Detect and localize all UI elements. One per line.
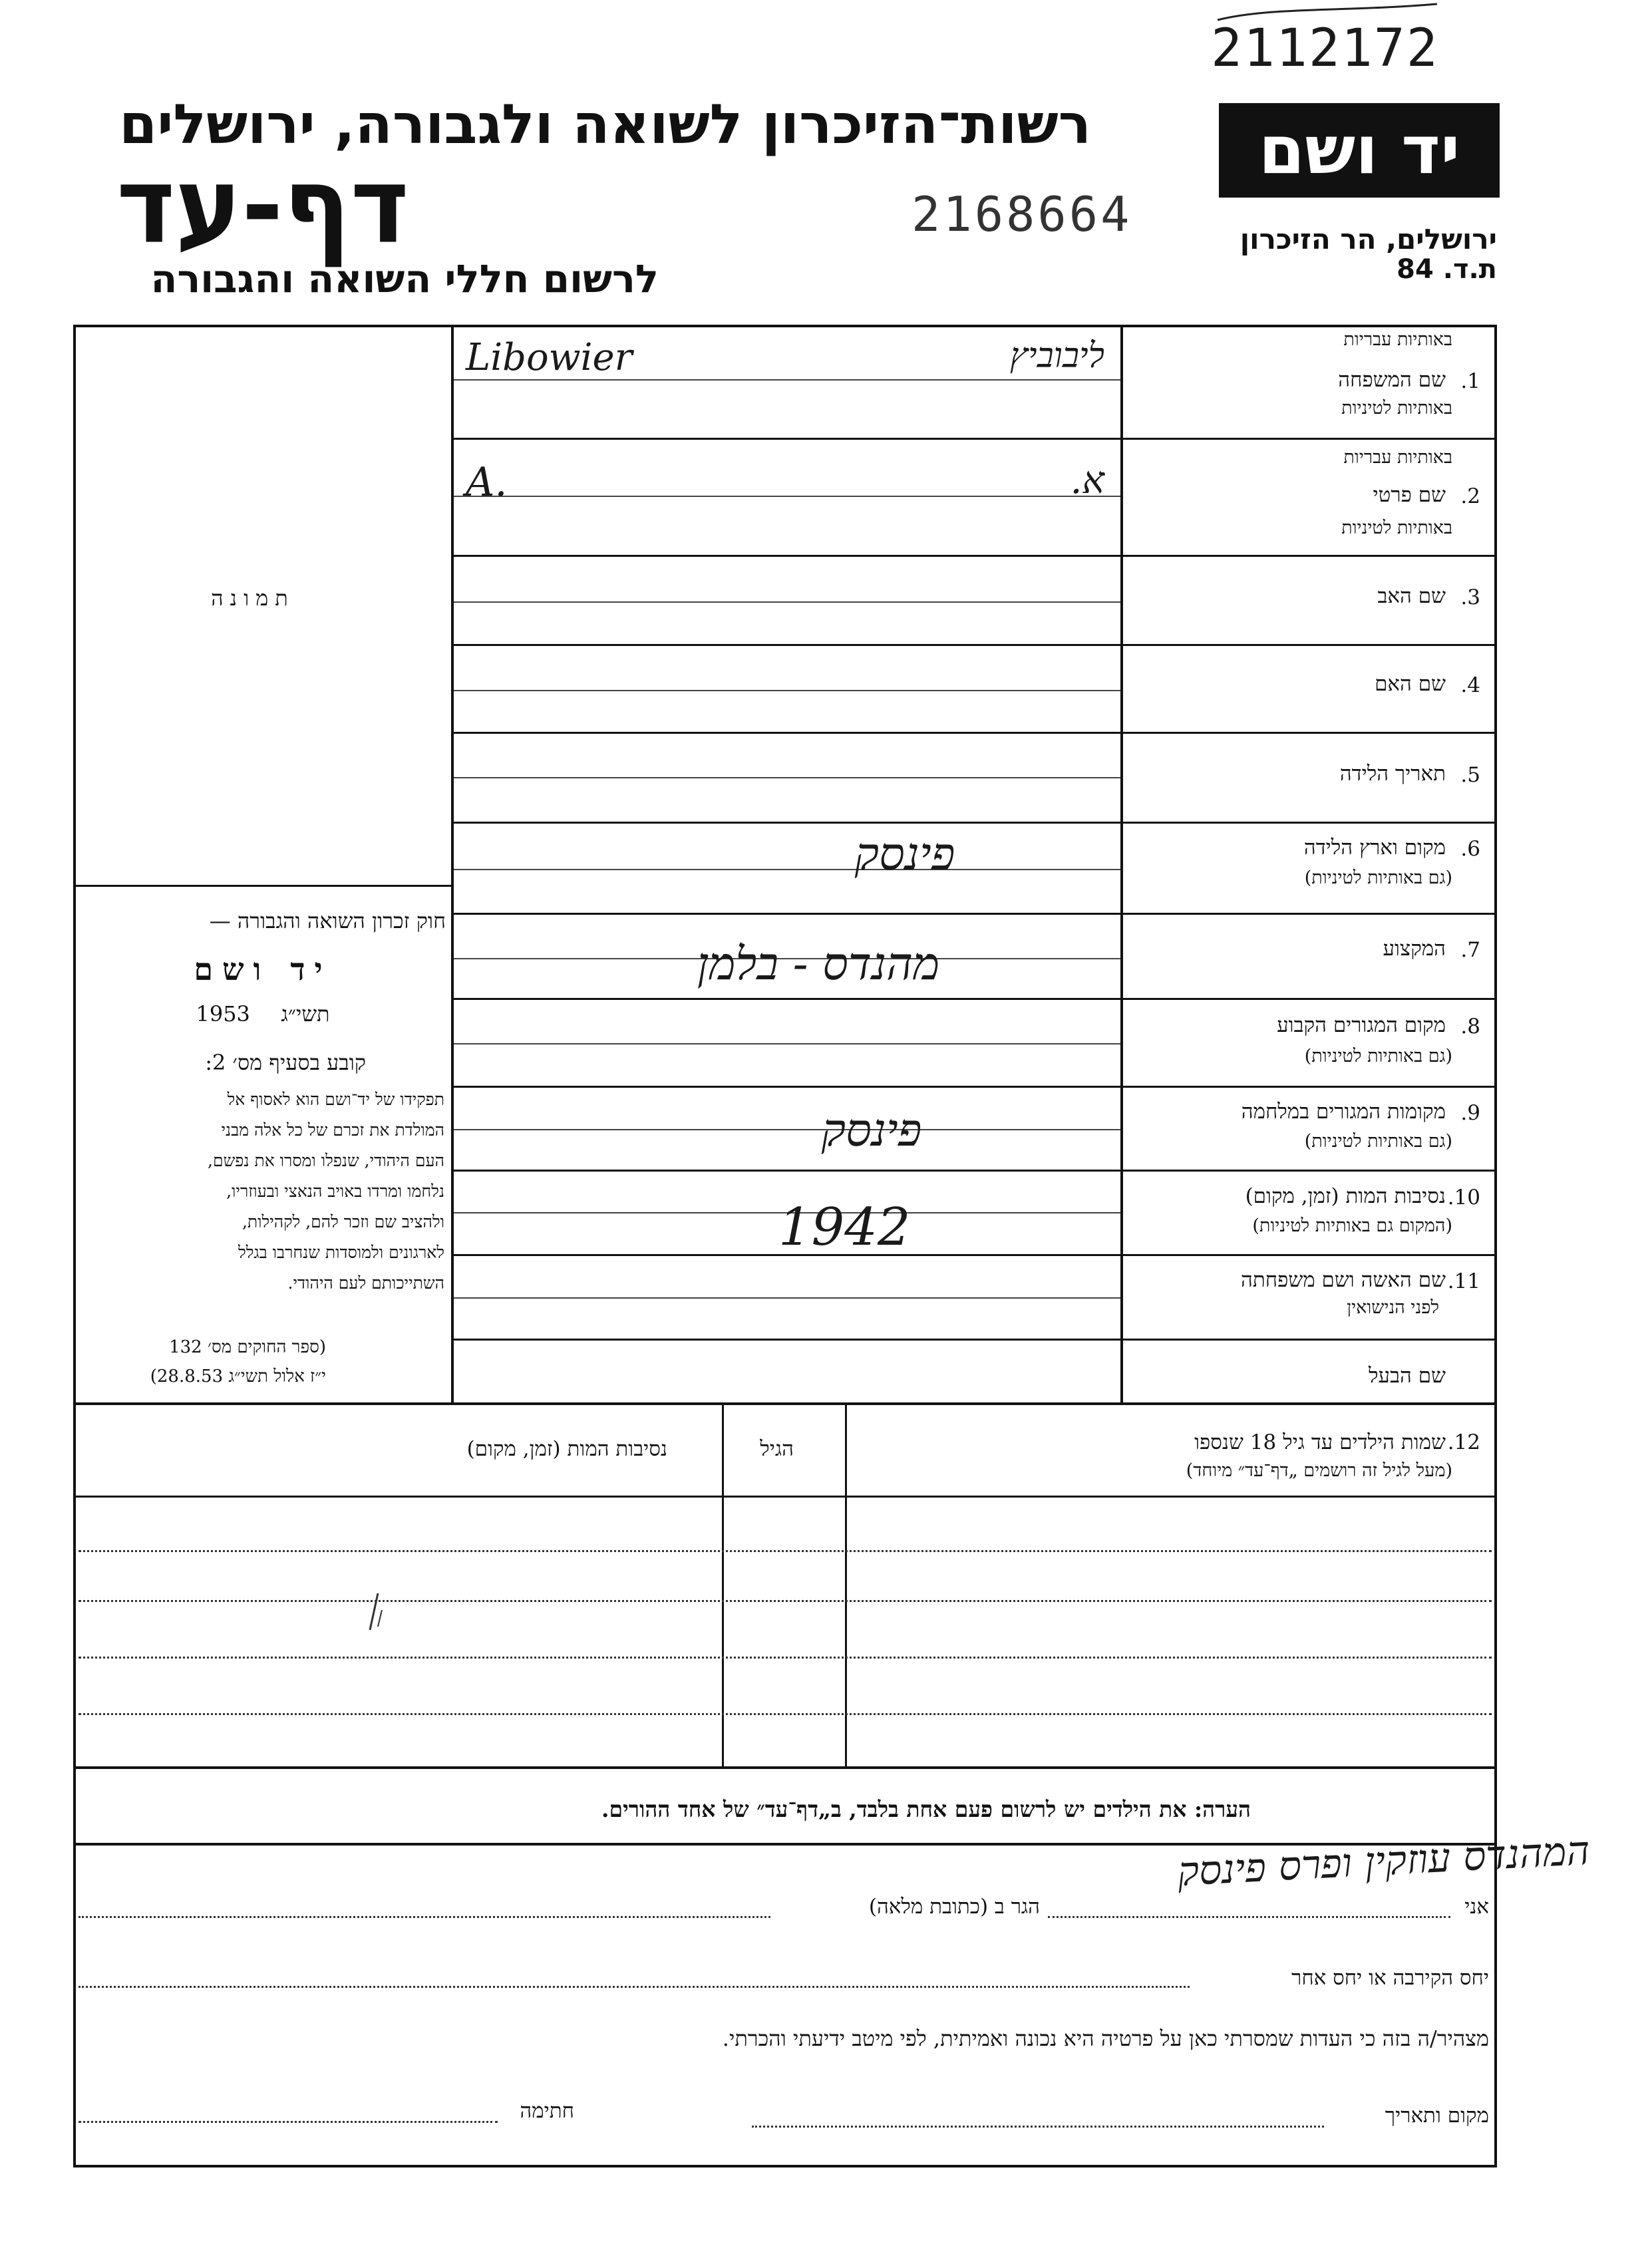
field-3-label: שם האב [1377, 584, 1446, 608]
row-divider [454, 998, 1497, 1000]
law-clause: קובע בסעיף מס׳ 2: [205, 1050, 366, 1075]
field-11-label: שם האשה ושם משפחתה [1241, 1268, 1446, 1292]
field-9-label: מקומות המגורים במלחמה [1241, 1100, 1446, 1124]
field-9-number: 9. [1460, 1101, 1480, 1125]
field-5-number: 5. [1460, 763, 1480, 787]
field-6-label: מקום וארץ הלידה [1303, 836, 1446, 860]
value-line [454, 1297, 1120, 1299]
children-number: 12. [1447, 1430, 1480, 1454]
value-line [454, 601, 1120, 603]
field-10-sub: (המקום גם באותיות לטיניות) [1252, 1215, 1452, 1236]
law-text-line: העם היהודי, שנפלו ומסרו את נפשם, [208, 1151, 444, 1170]
row-divider [73, 1402, 1497, 1405]
field-2-top-sub: באותיות עבריות [1343, 447, 1452, 468]
address-pobox: ת.ד. 84 [1397, 254, 1497, 285]
value-line [454, 777, 1120, 778]
field-1-top-sub: באותיות עבריות [1343, 329, 1452, 350]
yad-vashem-logo [1219, 103, 1500, 198]
row-divider [454, 1086, 1497, 1088]
field-9-sub: (גם באותיות לטיניות) [1304, 1131, 1452, 1152]
field-2-bottom-sub: באותיות לטיניות [1341, 518, 1452, 538]
law-name: יד ושם [194, 951, 332, 987]
row-divider [454, 1339, 1497, 1341]
declarant-name-line [1048, 1916, 1450, 1918]
field-7-number: 7. [1460, 938, 1480, 962]
children-label: שמות הילדים עד גיל 18 שנספו [1194, 1430, 1446, 1454]
field-6-number: 6. [1460, 837, 1480, 861]
law-text-line: המולדת את זכרם של כל אלה מבני [221, 1120, 444, 1140]
field-10-value: 1942 [778, 1198, 911, 1257]
children-divider-death [722, 1404, 724, 1766]
field-1-bottom-sub: באותיות לטיניות [1341, 398, 1452, 418]
value-line [454, 379, 1120, 381]
value-line [454, 1043, 1120, 1044]
field-11-sub: לפני הנישואין [1347, 1297, 1439, 1318]
declarant-address-line [79, 1916, 770, 1918]
law-source-2: י״ז אלול תשי״ג 28.8.53) [150, 1366, 326, 1386]
row-divider [454, 913, 1497, 915]
declarant-place-date-label: מקום ותאריך [1385, 2104, 1489, 2128]
record-number-top: 2112172 [1211, 19, 1439, 79]
field-8-sub: (גם באותיות לטיניות) [1304, 1046, 1452, 1066]
law-text-line: נלחמו ומרדו באויב הנאצי ובעוזריו, [226, 1182, 444, 1201]
law-text-line: תפקידו של יד־ושם הוא לאסוף אל [227, 1090, 444, 1109]
row-divider [454, 1170, 1497, 1172]
field-6-value: פינסק [854, 828, 955, 881]
law-text-line: ולהציב שם וזכר להם, לקהילות, [242, 1212, 444, 1231]
note-text: הערה: את הילדים יש לרשום פעם אחת בלבד, ב„דף־עד״ של אחד ההורים. [601, 1796, 1251, 1822]
children-row-line [79, 1550, 1492, 1552]
field-2-value-hebrew: א. [1070, 459, 1104, 502]
field-2-label: שם פרטי [1373, 483, 1446, 507]
law-year-hebrew: תשי״ג [281, 1001, 330, 1027]
law-source-1: (ספר החוקים מס׳ 132 [169, 1337, 326, 1357]
declarant-relation-line [79, 1986, 1190, 1988]
field-6-sub: (גם באותיות לטיניות) [1304, 868, 1452, 888]
row-divider [454, 438, 1497, 440]
photo-box-bottom [73, 885, 452, 887]
declarant-i-label: אני [1464, 1895, 1489, 1919]
children-table-bottom [73, 1766, 1497, 1769]
declarant-name-value: המהנדס עוזקין ופרס פינסק [1176, 1827, 1591, 1896]
declarant-declaration: מצהיר/ה בזה כי העדות שמסרתי כאן על פרטיה היא נכונה ואמיתית, לפי מיטב ידיעתי והכרתי. [722, 2026, 1489, 2051]
logo-text: יד ושם [1258, 111, 1460, 189]
declarant-place-date-line [752, 2126, 1324, 2128]
law-year: 1953 [196, 1001, 250, 1027]
field-4-number: 4. [1460, 673, 1480, 697]
children-age-header: הגיל [760, 1437, 794, 1461]
field-2-value-latin: A. [466, 459, 508, 506]
address-city: ירושלים, הר הזיכרון [1239, 223, 1497, 255]
children-row-line [79, 1713, 1492, 1715]
law-text-line: השתייכותם לעם היהודי. [287, 1273, 444, 1293]
row-divider [454, 1254, 1497, 1256]
children-divider-age [845, 1404, 847, 1766]
field-1-number: 1. [1460, 369, 1480, 393]
law-text-line: לארגונים ולמוסדות שנחרבו בגלל [238, 1243, 444, 1262]
field-8-label: מקום המגורים הקבוע [1277, 1013, 1446, 1037]
children-row-line [79, 1600, 1492, 1602]
field-8-number: 8. [1460, 1015, 1480, 1039]
photo-label: תמונה [211, 585, 295, 611]
row-divider [454, 822, 1497, 824]
field-1-value-hebrew: ליבוביץ [1009, 336, 1104, 376]
photo-box-right [451, 325, 454, 1404]
field-11-number: 11. [1447, 1269, 1480, 1293]
children-death-header: נסיבות המות (זמן, מקום) [466, 1437, 667, 1461]
record-number-mid: 2168664 [911, 186, 1132, 242]
field-1-label: שם המשפחה [1338, 368, 1446, 392]
field-3-number: 3. [1460, 585, 1480, 609]
law-heading: חוק זכרון השואה והגבורה — [209, 908, 446, 933]
authority-line: רשות־הזיכרון לשואה ולגבורה, ירושלים [119, 93, 1091, 156]
field-2-number: 2. [1460, 484, 1480, 508]
declarant-relation-label: יחס הקירבה או יחס אחר [1291, 1966, 1489, 1990]
field-1-value-latin: Libowier [466, 336, 633, 379]
row-divider [454, 732, 1497, 734]
form-subtitle: לרשום חללי השואה והגבורה [150, 256, 659, 301]
field-10-number: 10. [1447, 1186, 1480, 1209]
stray-mark [365, 1590, 385, 1637]
field-9-value: פינסק [821, 1104, 922, 1157]
law-year-row [80, 1001, 446, 1027]
children-sub: (מעל לגיל זה רושמים „דף־עד״ מיוחד) [1186, 1460, 1452, 1481]
children-row-line [79, 1657, 1492, 1659]
label-column-divider [1120, 325, 1123, 1404]
field-7-label: המקצוע [1383, 937, 1446, 961]
row-divider [454, 644, 1497, 646]
law-text [85, 1084, 444, 1299]
record-number-scribble [1211, 0, 1450, 27]
field-5-label: תאריך הלידה [1339, 762, 1446, 786]
value-line [454, 690, 1120, 691]
row-divider [454, 555, 1497, 557]
declarant-signature-label: חתימה [520, 2099, 574, 2123]
children-header-bottom [73, 1496, 1497, 1498]
field-10-label: נסיבות המות (זמן, מקום) [1245, 1184, 1446, 1208]
declarant-residing-label: הגר ב (כתובת מלאה) [868, 1895, 1040, 1919]
field-4-label: שם האם [1375, 672, 1446, 696]
form-title: דף-עד [116, 145, 409, 267]
declarant-signature-line [79, 2121, 498, 2123]
field-7-value: מהנדס - בלמן [697, 938, 940, 991]
husband-label: שם הבעל [1369, 1364, 1446, 1388]
